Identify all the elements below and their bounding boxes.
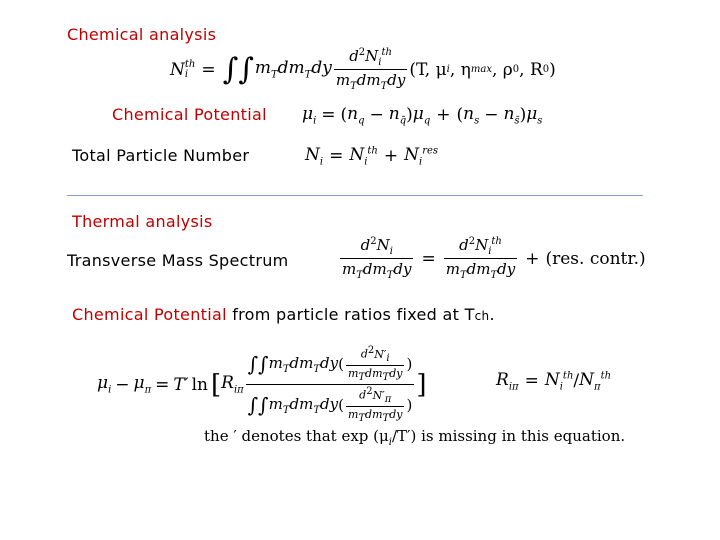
- ratio-chemical-potential-equation: $\mu_i$ − $\mu_\pi$ = T′ ln [ $R_{i\pi}$ ∫∫ $m_Tdm_Tdy$ ( $\frac{d^2N'_i}{m_Tdm_Tdy}$ ) ∫∫ $m_Tdm_Tdy$ ( $\frac{d^2N'_\pi}{m_Tdm_Tdy}$ ) ]: [97, 345, 427, 425]
- transverse-spectrum-equation: $\frac{d^2N_i}{m_Tdm_Tdy}$ = $\frac{d^2N_i^{th}}{m_Tdm_Tdy}$ + (res. contr.): [342, 236, 646, 281]
- transverse-mass-spectrum-label: Transverse Mass Spectrum: [67, 251, 289, 270]
- chemical-analysis-heading: Chemical analysis: [67, 25, 217, 44]
- ratio-definition-equation: $R_{i\pi}$ = $N_i^{th}$ / $N_\pi^{th}$: [496, 370, 612, 393]
- chemical-potential-equation: $\mu_i$ = ( $n_q$ − $n_{q̄}$ ) $\mu_q$ + ( $n_s$ − $n_{s̄}$ ) $\mu_s$: [302, 104, 543, 127]
- total-particle-number-label: Total Particle Number: [72, 146, 250, 165]
- total-particle-number-equation: $N_i$ = $N_i^{th}$ + $N_i^{res}$: [305, 145, 439, 168]
- total-yield-equation: N th i = ∫∫ $m_Tdm_Tdy$ $\frac{d^2N_i^{th}}{m_Tdm_Tdy}$ (T, μ i , η max , ρ 0 , R 0 ): [170, 47, 556, 92]
- prime-notation-note: the ′ denotes that $\exp (\mu_i/T')$ is missing in this equation.: [204, 427, 626, 448]
- chemical-potential-label: Chemical Potential: [112, 105, 267, 124]
- thermal-analysis-heading: Thermal analysis: [72, 212, 213, 231]
- section-divider: [67, 195, 643, 196]
- ratio-description: Chemical Potential from particle ratios fixed at Tch.: [72, 305, 495, 324]
